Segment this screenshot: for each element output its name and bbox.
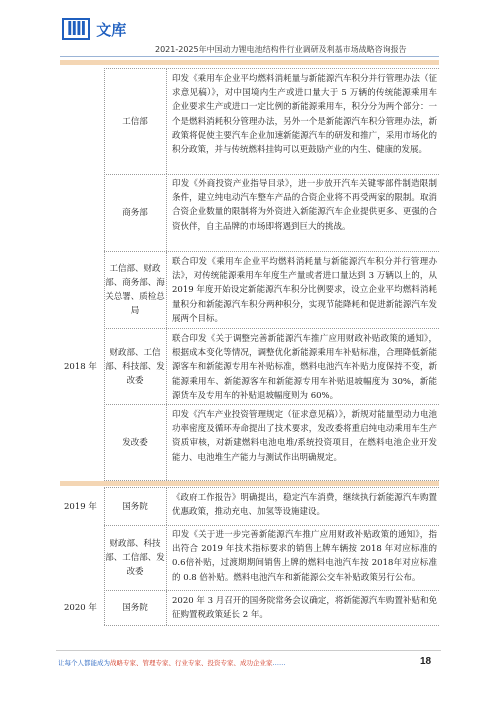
footer-prefix: 让每个人都能成为 — [58, 659, 110, 667]
cell-separator — [166, 69, 167, 174]
department-cell: 国务院 — [122, 501, 148, 512]
department-cell: 财政部、工信部、科技部、发改委 — [105, 347, 165, 386]
document-title: 2021-2025年中国动力锂电池结构件行业调研及利基市场战略咨询报告 — [155, 45, 407, 54]
page-number: 18 — [420, 656, 432, 667]
footer-suffix: …… — [272, 659, 286, 667]
table-top-bar — [60, 60, 439, 65]
footer-rule — [56, 650, 441, 651]
department-cell: 工信部 — [122, 116, 148, 127]
cell-separator — [166, 329, 167, 404]
footer-item: 成功企业家 — [240, 659, 273, 667]
department-cell: 财政部、科技部、工信部、发改委 — [105, 538, 165, 577]
cell-separator — [166, 591, 167, 625]
year-label: 2019 年 — [64, 502, 97, 512]
policy-description: 印发《关于进一步完善新能源汽车推广应用财政补贴政策的通知》，指出符合 2019 年技术指标要求的销售上牌车辆按 2018 年对应标准的0.6倍补贴，过渡期期间销售上牌的燃料电池汽车按 2018年对应标准的 0.8 倍补贴。燃料电池汽车和新能源公交车补贴政策另行公布。 — [172, 530, 437, 583]
table-row — [104, 487, 439, 526]
department-cell: 商务部 — [122, 207, 148, 218]
table-row — [104, 405, 439, 481]
department-cell: 工信部、财政部、商务部、海关总署、质检总局 — [105, 264, 165, 316]
department-cell: 发改委 — [122, 437, 148, 448]
footer-item: 管理专家、 — [142, 659, 175, 667]
policy-description: 联合印发《关于调整完善新能源汽车推广应用财政补贴政策的通知》，根据成本变化等情况，调整优化新能源乘用车补贴标准，合理降低新能源客车和新能源专用车补贴标准，燃料电池汽车补贴力度保持不变，新能源乘用车、新能源客车和新能源专用车补贴退坡幅度为 30%，新能源货车及专用车的补贴退坡幅度则为 60%。 — [172, 334, 437, 401]
policy-description: 联合印发《乘用车企业平均燃料消耗量与新能源汽车积分并行管理办法》，对传统能源乘用车年度生产量或者进口量达到 3 万辆以上的，从 2019 年度开始设定新能源汽车积分比例要求，设立企业平均燃料消耗量积分和新能源汽车积分两种积分，实现节能降耗和促进新能源汽车发展两个目标。 — [172, 257, 437, 324]
table-row — [104, 591, 439, 626]
cell-separator — [166, 252, 167, 328]
table-mid-bar — [60, 481, 439, 486]
cell-separator — [166, 405, 167, 480]
footer-item: 战略专家、 — [110, 659, 143, 667]
logo — [62, 18, 126, 40]
table-row — [104, 329, 439, 405]
header-rule — [60, 56, 439, 57]
table-row — [104, 68, 439, 175]
footer-item: 行业专家、 — [175, 659, 208, 667]
policy-description: 印发《汽车产业投资管理规定（征求意见稿）》，新规对能量型动力电池功率密度及循环寿命提出了技术要求，发改委将重启纯电动乘用车生产资质审核，对新建燃料电池电堆/系统投资项目，在燃料电池企业开发能力、电池堆生产能力与测试作出明确规定。 — [172, 410, 437, 463]
table-row — [104, 525, 439, 591]
footer-slogan — [58, 658, 286, 667]
year-label: 2020 年 — [64, 603, 97, 613]
cell-separator — [166, 488, 167, 525]
logo-mark: IIII — [62, 18, 90, 40]
logo-name: 文库 — [96, 20, 127, 39]
table-row — [104, 174, 439, 252]
cell-separator — [166, 174, 167, 251]
cell-separator — [166, 525, 167, 590]
policy-description: 印发《乘用车企业平均燃料消耗量与新能源汽车积分并行管理办法（征求意见稿）》，对中国境内生产或进口量大于 5 万辆的传统能源乘用车企业要求生产或进口一定比例的新能源乘用车，积分分为两个部分：一个是燃料消耗积分管理办法，另外一个是新能源汽车积分管理办法，新政策将促使主要汽车企业加速新能源汽车的研发和推广，采用市场化的积分政策，并与传统燃料挂钩可以更鼓励产业的内生、健康的发展。 — [172, 74, 437, 156]
column-divider — [104, 487, 105, 625]
footer-item: 投资专家、 — [207, 659, 240, 667]
policy-description: 印发《外商投资产业指导目录》，进一步放开汽车关键零部件制造限制条件，建立纯电动汽车整车产品的合资企业将不再受两家的限制。取消合资企业数量的限制将为外资进入新能源汽车企业提供更多、更强的合资伙伴，自主品牌的市场即将遇到巨大的挑战。 — [172, 179, 437, 232]
year-label: 2018 年 — [64, 362, 97, 372]
policy-description: 《政府工作报告》明确提出，稳定汽车消费，继续执行新能源汽车购置优惠政策，推动充电、加氢等设施建设。 — [172, 493, 437, 518]
department-cell: 国务院 — [122, 603, 148, 613]
table-row — [104, 252, 439, 329]
policy-description: 2020 年 3 月召开的国务院常务会议确定，将新能源汽车购置补贴和免征购置税政策延长 2 年。 — [172, 596, 437, 621]
column-divider — [104, 68, 105, 481]
